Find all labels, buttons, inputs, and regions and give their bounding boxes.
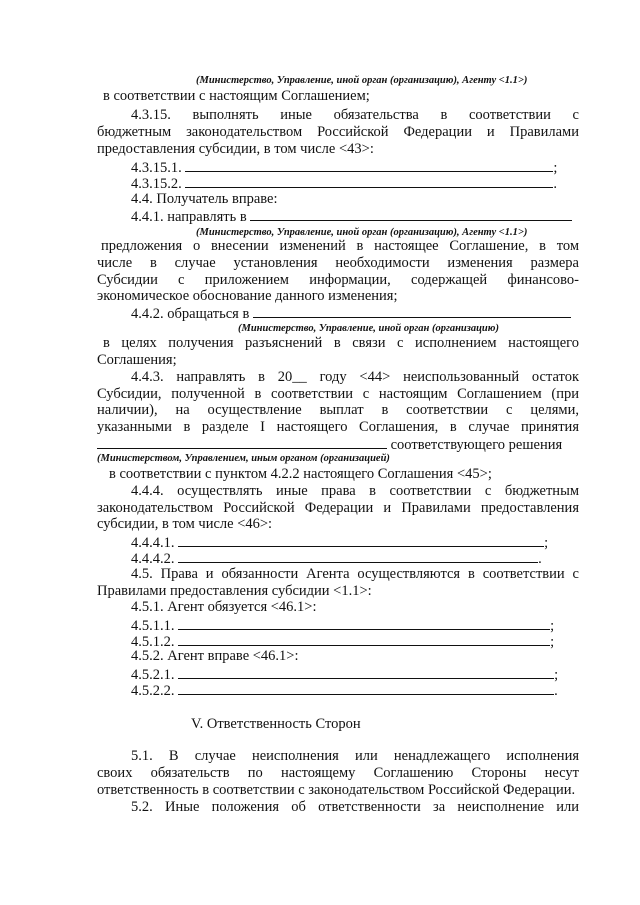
item-number: 4.4.4.1. — [131, 535, 175, 551]
fill-in-blank — [178, 616, 550, 630]
text-line: предложения о внесении изменений в настоящее Соглашение, в том — [101, 238, 579, 254]
caption-authority: (Министерство, Управление, иной орган (организацию), Агенту <1.1>) — [196, 227, 528, 238]
text-line: Субсидии с приложением информации, содержащей финансово- — [97, 272, 579, 288]
item-number: 4.5.2.1. — [131, 667, 175, 683]
item-number: 4.5.2.2. — [131, 683, 175, 699]
clause-4-4-4: 4.4.4. осуществлять иные права в соответствии с бюджетным — [131, 483, 579, 499]
caption-authority: (Министерство, Управление, иной орган (организацию) — [238, 323, 499, 334]
text-line: Субсидии, полученной в соответствии с настоящим Соглашением (при — [97, 386, 579, 402]
text-line: субсидии, в том числе <46>: — [97, 516, 273, 532]
item-end: ; — [554, 667, 559, 683]
clause-4-5-1: 4.5.1. Агент обязуется <46.1>: — [131, 599, 317, 615]
clause-text: соответствующего решения — [390, 437, 563, 453]
item-end: . — [553, 176, 557, 192]
item-number: 4.5.1.2. — [131, 634, 175, 650]
item-end: ; — [544, 535, 549, 551]
item-number: 4.3.15.1. — [131, 160, 182, 176]
fill-in-blank — [178, 533, 544, 547]
item-number: 4.4.4.2. — [131, 551, 175, 567]
clause-text: 4.4.2. обращаться в — [131, 306, 250, 322]
text-line: бюджетным законодательством Российской Федерации и Правилами — [97, 124, 579, 140]
fill-in-blank — [178, 681, 554, 695]
fill-in-blank — [185, 174, 553, 188]
text-line: в соответствии с настоящим Соглашением; — [103, 88, 370, 104]
item-4-5-2-2 — [131, 681, 558, 700]
text-line: экономическое обоснование данного изменения; — [97, 288, 398, 304]
text-line: своих обязательств по настоящему Соглашению Стороны несут — [97, 765, 579, 781]
text-line: предоставления субсидии, в том числе <43>: — [97, 141, 374, 157]
text-line: в целях получения разъяснений в связи с исполнением настоящего — [103, 335, 579, 351]
fill-in-blank — [97, 435, 387, 449]
caption-authority: (Министерством, Управлением, иным органом (организацией) — [97, 453, 390, 464]
item-end: ; — [550, 618, 555, 634]
clause-5-1: 5.1. В случае неисполнения или ненадлежащего исполнения — [131, 748, 579, 764]
text-line: Правилами предоставления субсидии <1.1>: — [97, 583, 372, 599]
clause-4-4-3: 4.4.3. направлять в 20__ году <44> неиспользованный остаток — [131, 369, 579, 385]
text-line: Соглашения; — [97, 352, 177, 368]
item-number: 4.3.15.2. — [131, 176, 182, 192]
fill-in-blank — [250, 207, 572, 221]
clause-4-4: 4.4. Получатель вправе: — [131, 191, 278, 207]
text-line: законодательством Российской Федерации и Правилами предоставления — [97, 500, 579, 516]
text-line: наличии), на осуществление выплат в соответствии с целями, — [97, 402, 579, 418]
item-end: ; — [553, 160, 558, 176]
clause-5-2: 5.2. Иные положения об ответственности за неисполнение или — [131, 799, 579, 815]
text-line: в соответствии с пунктом 4.2.2 настоящего Соглашения <45>; — [109, 466, 492, 482]
clause-4-5-2: 4.5.2. Агент вправе <46.1>: — [131, 648, 299, 664]
caption-authority: (Министерство, Управление, иной орган (организацию), Агенту <1.1>) — [196, 75, 528, 86]
item-end: ; — [550, 634, 555, 650]
text-line: указанными в разделе I настоящего Соглашения, в случае принятия — [97, 419, 579, 435]
fill-in-blank — [178, 665, 554, 679]
fill-in-blank — [178, 549, 538, 563]
fill-in-blank — [178, 632, 550, 646]
clause-text: 4.4.1. направлять в — [131, 209, 247, 225]
clause-4-5: 4.5. Права и обязанности Агента осуществляются в соответствии с — [131, 566, 579, 582]
text-line: ответственность в соответствии с законодательством Российской Федерации. — [97, 782, 576, 798]
fill-in-blank — [185, 158, 553, 172]
item-end: . — [554, 683, 558, 699]
clause-4-3-15: 4.3.15. выполнять иные обязательства в соответствии с — [131, 107, 579, 123]
item-number: 4.5.1.1. — [131, 618, 175, 634]
section-heading: V. Ответственность Сторон — [191, 716, 361, 732]
item-end: . — [538, 551, 542, 567]
fill-in-blank — [253, 304, 571, 318]
text-line: числе в случае установления необходимости изменения размера — [97, 255, 579, 271]
